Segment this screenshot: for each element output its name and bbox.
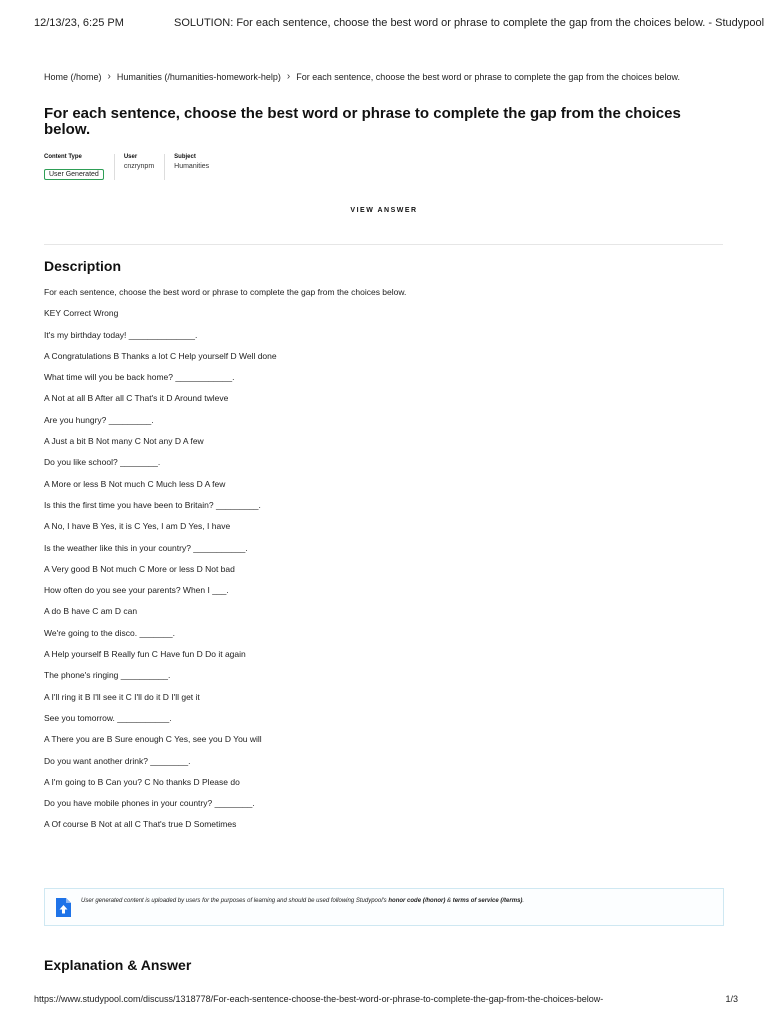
upload-document-icon [55,897,72,918]
view-answer-button[interactable]: VIEW ANSWER [350,207,418,214]
terms-of-service-link[interactable]: terms of service (/terms) [452,898,523,904]
description-line: KEY Correct Wrong [44,308,119,319]
description-line: A Very good B Not much C More or less D Not bad [44,563,235,574]
description-line: For each sentence, choose the best word or phrase to complete the gap from the choices below. [44,287,407,297]
notice-text-between: & [445,898,453,904]
description-line: We're going to the disco. _______. [44,627,175,638]
question-meta [44,154,228,180]
page-title: For each sentence, choose the best word or phrase to complete the gap from the choices below. [44,105,681,138]
breadcrumb [44,71,680,82]
meta-user [124,154,165,180]
description-line: A I'll ring it B I'll see it C I'll do it D I'll get it [44,691,200,702]
print-page-title: SOLUTION: For each sentence, choose the best word or phrase to complete the gap from the choices below. - Studypool [174,17,765,29]
content-type-label: Content Type [44,154,82,160]
content-type-badge: User Generated [44,169,104,180]
description-line: Do you like school? ________. [44,457,161,468]
print-header [34,17,765,31]
description-line: A Help yourself B Really fun C Have fun D Do it again [44,649,246,660]
user-label: User [123,154,138,160]
meta-content-type [44,154,115,180]
description-line: A There you are B Sure enough C Yes, see you D You will [44,734,262,745]
honor-code-link[interactable]: honor code (/honor) [388,898,446,904]
description-heading: Description [44,258,122,274]
subject-label: Subject [174,154,196,160]
description-line: A Of course B Not at all C That's true D Sometimes [44,819,237,830]
description-body [44,286,724,840]
user-content-notice [44,888,724,926]
explanation-heading: Explanation & Answer [44,957,192,973]
description-line: The phone's ringing __________. [44,670,171,681]
description-line: A I'm going to B Can you? C No thanks D Please do [44,776,240,787]
notice-text-end: . [522,898,525,904]
chevron-right-icon: › [286,71,291,82]
print-page-number: 1/3 [725,994,738,1004]
notice-text [81,898,524,904]
description-line: Is this the first time you have been to Britain? _________. [44,499,261,510]
description-line: A Just a bit B Not many C Not any D A few [44,436,204,447]
description-line: What time will you be back home? ____________. [44,372,235,383]
description-line: Is the weather like this in your country? ___________. [44,542,248,553]
section-divider [44,244,723,245]
description-line: A Not at all B After all C That's it D Around twleve [44,393,229,404]
description-line: Do you have mobile phones in your country? ________. [44,798,255,809]
print-date: 12/13/23, 6:25 PM [34,17,124,29]
breadcrumb-humanities-link[interactable]: Humanities (/humanities-homework-help) [116,71,281,82]
description-line: How often do you see your parents? When I ___. [44,585,229,596]
notice-text-main: User generated content is uploaded by users for the purposes of learning and should be used following Studypool's [81,898,389,904]
user-value[interactable]: cnzrynpm [123,163,155,170]
description-line: Are you hungry? _________. [44,414,154,425]
description-line: See you tomorrow. ___________. [44,712,172,723]
description-line: A do B have C am D can [44,606,138,617]
print-url: https://www.studypool.com/discuss/1318778/For-each-sentence-choose-the-best-word-or-phrase-to-complete-the-gap-from-the-choices-below- [34,994,604,1004]
meta-subject [174,154,219,180]
description-line: Do you want another drink? ________. [44,755,191,766]
breadcrumb-home-link[interactable]: Home (/home) [44,71,102,82]
description-line: It's my birthday today! ______________. [44,329,198,340]
description-line: A More or less B Not much C Much less D A few [44,478,226,489]
breadcrumb-current: For each sentence, choose the best word or phrase to complete the gap from the choices below. [296,71,680,82]
chevron-right-icon: › [107,71,111,82]
subject-value[interactable]: Humanities [174,163,210,170]
description-line: A Congratulations B Thanks a lot C Help yourself D Well done [44,350,277,361]
description-line: A No, I have B Yes, it is C Yes, I am D Yes, I have [44,521,231,532]
